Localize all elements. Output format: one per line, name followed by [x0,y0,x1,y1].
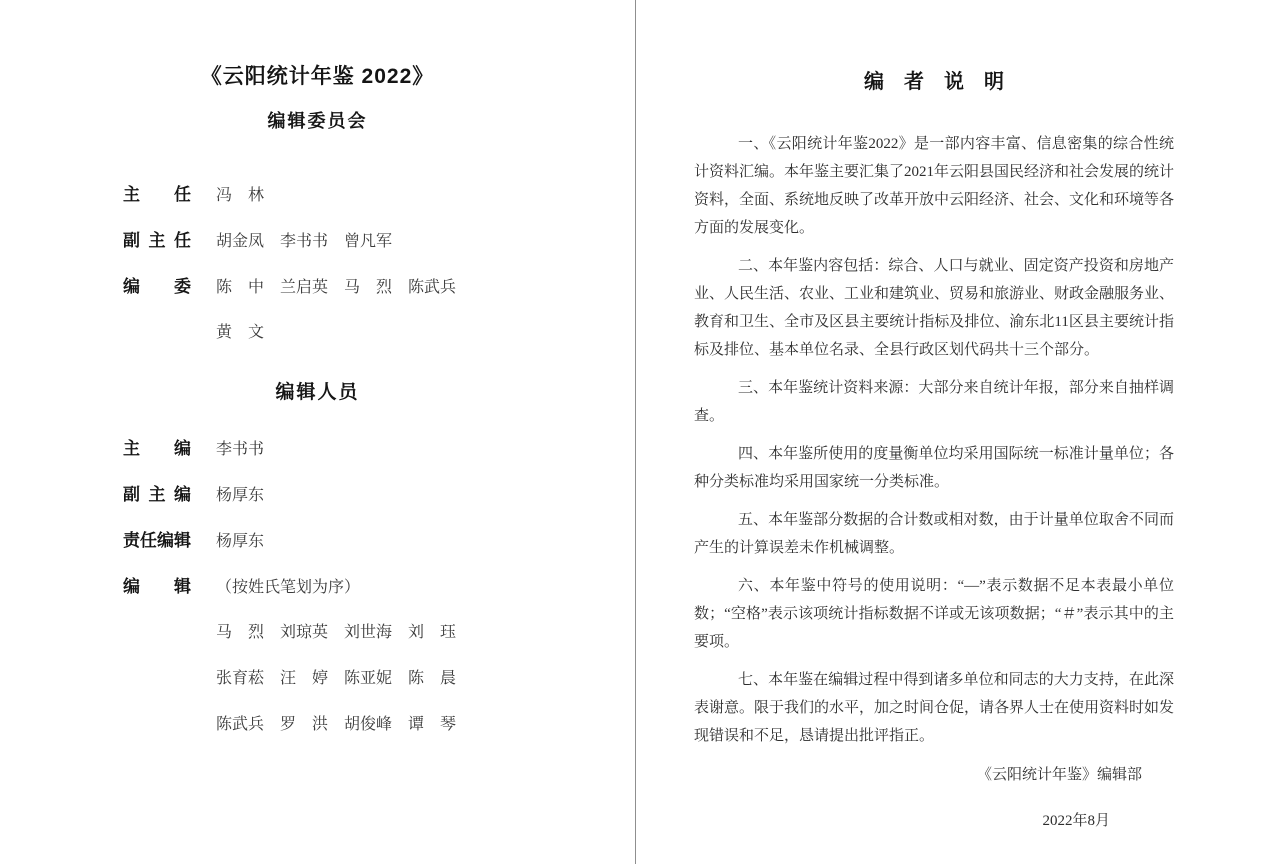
role-names: 陈武兵 罗 洪 胡俊峰 谭 琴 [216,716,457,733]
committee-row-deputy-directors [123,230,635,252]
role-names: 李书书 [216,441,265,458]
role-names: 杨厚东 [216,487,265,504]
role-label: 编 辑 [123,577,191,596]
role-label: 责任编辑 [123,531,191,550]
committee-title-line1: 《云阳统计年鉴 2022》 [200,65,435,88]
staff-title: 编辑人员 [275,382,360,403]
signature-date: 2022年8月 [1042,813,1110,829]
notes-paragraph-6: 六、本年鉴中符号的使用说明：“—”表示数据不足本表最小单位数；“空格”表示该项统计指标数据不详或无该项数据；“＃”表示其中的主要项。 [694,578,1174,650]
notes-paragraph-1: 一、《云阳统计年鉴2022》是一部内容丰富、信息密集的综合性统计资料汇编。本年鉴主要汇集了2021年云阳县国民经济和社会发展的统计资料，全面、系统地反映了改革开放中云阳经济、社会、文化和环境等各方面的发展变化。 [694,136,1175,236]
role-names: 马 烈 刘琼英 刘世海 刘 珏 [216,624,457,641]
role-label: 主 编 [123,439,191,458]
committee-title-line2: 编辑委员会 [267,111,368,131]
signature-block [694,764,1174,832]
left-page [0,0,635,864]
notes-paragraph-2: 二、本年鉴内容包括：综合、人口与就业、固定资产投资和房地产业、人民生活、农业、工业和建筑业、贸易和旅游业、财政金融服务业、教育和卫生、全市及区县主要统计指标及排位、渝东北11区县主要统计指标及排位、基本单位名录、全县行政区划代码共十三个部分。 [694,258,1175,358]
notes-title: 编 者 说 明 [864,71,1004,93]
role-label: 编 委 [123,277,191,296]
staff-row-chief-editor [123,438,635,460]
committee-row-members [123,276,635,298]
committee-rows [123,184,635,344]
staff-row-editor-names-3 [123,714,635,736]
sort-order-note: （按姓氏笔划为序） [216,579,361,596]
staff-rows [123,438,635,736]
committee-row-members-continued [123,322,635,344]
role-names: 冯 林 [216,187,265,204]
role-names: 胡金凤 李书书 曾凡军 [216,233,393,250]
role-label: 主 任 [123,185,191,204]
staff-row-deputy-chief-editor [123,484,635,506]
role-label: 副 主 编 [123,485,191,504]
right-page [636,0,1271,864]
staff-row-responsible-editor [123,530,635,552]
staff-row-editors-note [123,576,635,598]
role-names: 陈 中 兰启英 马 烈 陈武兵 [216,279,457,296]
signature-department: 《云阳统计年鉴》编辑部 [976,767,1142,783]
staff-row-editor-names-1 [123,622,635,644]
role-names: 黄 文 [216,324,265,341]
notes-paragraph-4: 四、本年鉴所使用的度量衡单位均采用国际统一标准计量单位；各种分类标准均采用国家统一分类标准。 [694,446,1174,490]
notes-paragraph-5: 五、本年鉴部分数据的合计数或相对数，由于计量单位取舍不同而产生的计算误差未作机械调整。 [694,512,1174,556]
role-names: 杨厚东 [216,533,265,550]
notes-paragraph-3: 三、本年鉴统计资料来源：大部分来自统计年报，部分来自抽样调查。 [694,380,1174,424]
role-names: 张育菘 汪 婷 陈亚妮 陈 晨 [216,670,457,687]
committee-row-director [123,184,635,206]
role-label: 副 主 任 [123,231,191,250]
staff-row-editor-names-2 [123,668,635,690]
notes-paragraph-7: 七、本年鉴在编辑过程中得到诸多单位和同志的大力支持，在此深表谢意。限于我们的水平，加之时间仓促，请各界人士在使用资料时如发现错误和不足，恳请提出批评指正。 [694,672,1175,744]
